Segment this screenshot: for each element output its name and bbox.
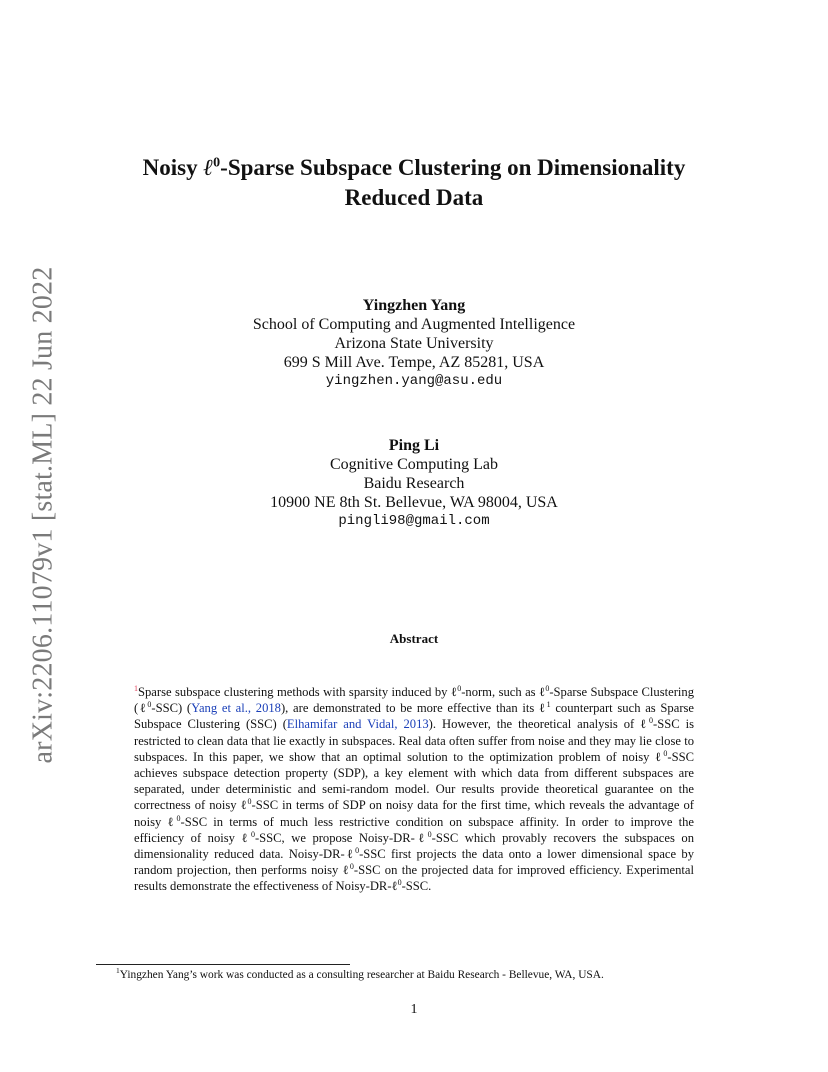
abstract-text-run: ). However, the theoretical analysis of ℓ bbox=[428, 717, 650, 732]
abstract-superscript: 1 bbox=[546, 700, 551, 710]
abstract-superscript: 0 bbox=[250, 829, 255, 839]
footnote-marker[interactable]: 1 bbox=[134, 683, 138, 693]
arxiv-stamp bbox=[26, 266, 60, 764]
author-affiliation: School of Computing and Augmented Intelligence bbox=[252, 316, 576, 333]
abstract-superscript: 0 bbox=[349, 862, 354, 872]
abstract-text-run: Sparse subspace clustering methods with sparsity induced by ℓ bbox=[138, 685, 458, 699]
title-line-1: Noisy ℓ$^0$-Sparse Subspace Clustering on Dimensionality bbox=[142, 154, 686, 180]
abstract-superscript: 0 bbox=[427, 829, 432, 839]
author-email: yingzhen.yang@asu.edu bbox=[325, 373, 503, 389]
footnote-divider bbox=[96, 964, 350, 965]
author-name: Ping Li bbox=[388, 437, 440, 454]
author-name: Yingzhen Yang bbox=[362, 297, 466, 314]
author-block-2 bbox=[120, 436, 708, 531]
footnote bbox=[116, 968, 756, 982]
author-email: pingli98@gmail.com bbox=[338, 513, 490, 529]
page-number: 1 bbox=[410, 1002, 418, 1017]
author-affiliation: Baidu Research bbox=[363, 475, 465, 492]
abstract-superscript: 0 bbox=[397, 878, 402, 888]
abstract-superscript: 0 bbox=[663, 748, 668, 758]
abstract-text-run: -SSC, we propose Noisy-DR-ℓ bbox=[254, 830, 428, 845]
abstract-text-run: counterpart such as Sparse Subspace Clustering (SSC) ( bbox=[134, 701, 694, 732]
author-block-1 bbox=[120, 296, 708, 391]
author-affiliation: Arizona State University bbox=[334, 335, 494, 352]
abstract-superscript: 0 bbox=[545, 683, 550, 693]
author-affiliation: 699 S Mill Ave. Tempe, AZ 85281, USA bbox=[283, 354, 545, 371]
abstract-text-run: -Sparse Subspace Clustering (ℓ bbox=[134, 685, 695, 716]
abstract-superscript: 0 bbox=[147, 700, 152, 710]
abstract-text-run: -SSC in terms of SDP on noisy data for the first time, which reveals the advantage of noisy ℓ bbox=[134, 798, 695, 829]
abstract-text-run: -SSC on the projected data for improved efficiency. Experimental results demonstrate the effectiveness of Noisy-DR-ℓ bbox=[134, 863, 695, 894]
abstract-text-run: -norm, such as ℓ bbox=[461, 685, 546, 699]
paper-title bbox=[70, 148, 758, 213]
citation-link[interactable]: Elhamifar and Vidal, 2013 bbox=[286, 717, 429, 732]
abstract-text-run: -SSC achieves subspace detection property (SDP), a key element with which data from different subspaces are separated, under deterministic and semi-random model. Our results provide theoretical guarantee on the correctness of noisy ℓ bbox=[134, 749, 694, 813]
abstract-text-run: ), are demonstrated to be more effective than its ℓ bbox=[280, 701, 547, 716]
abstract-text-run: -SSC first projects the data onto a lower dimensional space by random projection, then performs noisy ℓ bbox=[134, 847, 694, 878]
ell-symbol: ℓ bbox=[203, 154, 214, 180]
abstract-text-run: -SSC which provably recovers the subspaces on dimensionality reduced data. Noisy-DR-ℓ bbox=[134, 830, 695, 862]
abstract-superscript: 0 bbox=[355, 845, 360, 855]
abstract-superscript: 0 bbox=[176, 813, 181, 823]
abstract-body bbox=[134, 684, 694, 895]
abstract-text-run: -SSC in terms of much less restrictive condition on subspace affinity. In order to improve the efficiency of noisy ℓ bbox=[134, 814, 694, 845]
abstract-superscript: 0 bbox=[649, 716, 654, 726]
abstract-text-run: -SSC. bbox=[401, 879, 432, 894]
abstract-text-run: -SSC) ( bbox=[151, 701, 192, 716]
title-line-2: Reduced Data bbox=[344, 184, 484, 210]
title-exponent: 0 bbox=[213, 155, 221, 170]
abstract-text-run: -SSC is restricted to clean data that lie exactly in subspaces. Real data often suffer from noise and they may lie close to subspaces. In this paper, we show that an optimal solution to the optimization problem of noisy ℓ bbox=[134, 717, 694, 764]
abstract-heading: Abstract bbox=[389, 631, 439, 646]
author-affiliation: Cognitive Computing Lab bbox=[330, 456, 498, 473]
arxiv-identifier: arXiv:2206.11079v1 [stat.ML] 22 Jun 2022 bbox=[27, 266, 59, 764]
footnote-number: 1 bbox=[116, 966, 120, 976]
footnote-text: Yingzhen Yang’s work was conducted as a consulting researcher at Baidu Research - Bellevue, WA, USA. bbox=[119, 969, 604, 981]
abstract-superscript: 0 bbox=[457, 683, 462, 693]
abstract-superscript: 0 bbox=[247, 797, 252, 807]
citation-link[interactable]: Yang et al., 2018 bbox=[191, 701, 281, 716]
author-affiliation: 10900 NE 8th St. Bellevue, WA 98004, USA bbox=[270, 494, 558, 511]
